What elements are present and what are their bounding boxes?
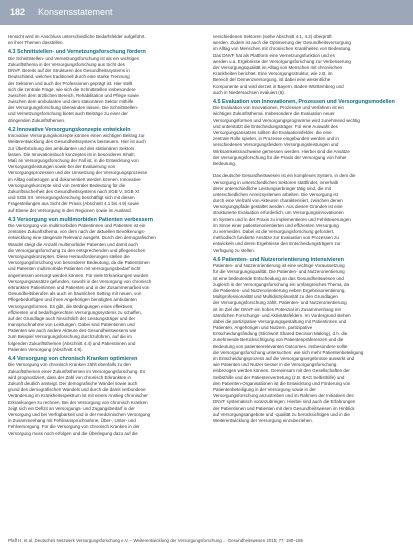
section-paragraph: Die Versorgung von multimorbiden Patientinnen und Patienten ist ein zentrales Zukunftsthema, von dem nach der aktuellen Bevölkerungs- entwicklung eine steigende Relevanz ausgeht. Durch den demografischen Wandel steigt die Anzahl multimorbider Patienten und damit auch die Versorgungsforschung zu den entsprechenden und pflegerischen Versorgungskonzepten. Diese Herausforderungen stellen die Versorgungsforschung von besonderer Bedeutung, da die Patientinnen und Patienten multimorbide Patienten mit Versorgungsbedarf nicht angemessen versorgt werden können. Für viele Erkrankungen wurden Versorgungsansätze gefunden, sowohl in der Versorgung von chronisch erkrankten Patientinnen und Patienten und in der Zusammenarbeit von Gesundheitsberufen als auch im häuslichen Setting mit neuen, von Pflegebedürftigen und ihren Angehörigen benötigten ambulanten Versorgungsformen. Es gibt, die Bedingungen eines effektiven, effizienten und bedarfsgerechten Versorgungssystems zu schaffen, auf der Grundlage auch hinsichtlich der Leistungsträger und der Inanspruchnahme von Leistungen. Dabei sind Patientinnen und Patienten wie auch andere Akteure des Gesundheitswesens wie zum Beispiel Versorgungsforschung durchzuführen, auf die im folgenden Zukunftsthemen (Abschnitt 4.4) und Patientinnen und Patienten Versorgung (Abschnitt 4.8). bbox=[8, 223, 156, 352]
section-paragraph: Die Schnittstellen- und Vernetzungsforschung ist als ein wichtiges Zukunftsthema in der Versorgungsforschung aus Sicht des DNVF. Bereits auf der Strukturen des Gesundheitssystems in Deutschland, welches traditionell durch eine starke Trennung der Sektoren und auch der Professionen geprägt ist. Hier stellt sich die zentrale Frage, wie sich die Schnittstellen insbesondere zwischen dem ärztlichen Bereich, Rehabilitation und Pflege sowie zwischen dem ambulanten und dem stationären Sektor mithilfe der Versorgungsforschung überwinden lassen. Die Schnittstellen- und Vernetzungsforschung bietet auch Beiträge zu einer der dringenden Zukunftsthemen. bbox=[8, 55, 139, 123]
section-paragraph: Die Versorgung von chronisch Kranken zählt ebenfalls zu den Zukunftsthemen einer Zukunftsthemen im Versorgungsforschung. Es wird prognostiziert, dass der Zahl von chronisch Erkrankten in Zukunft deutlich ansteigt. Der demografische Wandel sowie auch grund des demografischen Wandels und durch die damit verbundene Veränderung im Krankheitsspektrum ist mit einem Anstieg chronischer Erkrankungen zu rechnen. Bei der Versorgung von chronisch Kranken zeigt sich ein Defizit an Versorgungs- und Zugangsbedarf in der Versorgung und bei Verfügbarkeit und in der medizinischen Versorgung in Zusammenhang mit Fehlinanspruchnahme, Über-, Unter- und Fehlversorgung. Für die Versorgung von chronisch Kranken in der Versorgung muss noch erfolgen und die Überlegung dazu auf die bbox=[8, 362, 151, 436]
section-heading: 4.3 Schnittstellen- und Vernetzungsforschung fördern bbox=[8, 49, 146, 56]
section-paragraph: Innovative Versorgungskonzepte können einen wichtigen Beitrag zur Weiterentwicklung des Gesundheitssystems beisteuern. Hier ist auch zur Überbrückung des ambulanten und des stationären Sektors lassen. Die Innovationsbuch konzeptes ist in besonderes Inhalt; Maß an Versorgungsforschung der Fall ist, in die Entwicklung von Versorgungsleistungen sowie bei der Evaluierung von Versorgungsprozessen und der Umsetzung der Versorgungsprozesse im Alltag einbezogen und dokumentiert werden können. Innovative Versorgungskonzepte sind von zentraler Bedeutung für die Zukunftssicherheit des Gesundheitssystems nach SGB V, SGB XI und SGB XII. Versorgungsforschung beschäftigt sich mit diesen Fragestellungen aus Sicht der Praxis (Abschnitt 4.1 bis 4.9) sowie auf Ebene der Versorgung in den Regionen sowie im Ausland. bbox=[8, 133, 148, 213]
footer-citation: Pfaff H, et al. Deutsches Netzwerk Versorgungsforschung e.V. – Weiterentwicklung der Versorgungsforschung ... Gesundheitswesen 2015; 77: 180–185 bbox=[8, 538, 303, 543]
right-column bbox=[213, 34, 401, 424]
section-heading: 4.2 Innovative Versorgungskonzepte entwickeln bbox=[8, 126, 131, 133]
running-title: Konsensstatement bbox=[38, 7, 113, 17]
section-heading: 4.6 Patienten- und Nutzerorientierung intensivieren bbox=[213, 256, 344, 263]
section-paragraph: Patienten- und Nutzerorientierung ist eine wichtige Voraussetzung für die Versorgungsqualität. Die Patienten- und Nutzerorientierung ist eine bedeutende Entscheidung an das Gesundheitswesen und zugleich in der Versorgungsforschung ein umfangreiches Thema, da die Patienten- und Nutzerorientierung neben Ergebnisorientierung, Multiprofessionalität und Multidisziplinarität zu den Grundlagen der Versorgungsforschung zählt. Patienten- und Nutzerorientierung ist im Ziel der DNVF ein hohes Potenzial im Zusammenhang mit sämtlichen Forschungs- und Aktivitätsfeldern. Im Vordergrund stehen dabei die partizipative Versorgungsgestaltung mit Patientinnen und Patienten, Angehörigen und Nutzern, partizipative Entscheidungsfindung (Stichwort Shared Decision Making), d.h. die zunehmende Berücksichtigung von Patientenpräferenzen und die Bedeutung von patientenrelevanten Outcomes. Insbesondere sollte die Versorgungsforschung untersuchen, wie sich mehr Patientenbeteiligung im Entscheidungsprozess auf die Versorgungsergebnisse auswirkt und wie Patienten und Nutzer besser in die Versorgungsforschung einbezogen werden können. Gemeinsam mit den Gesellschaften der Selbsthilfe und der Patientenvertretung (z.B. BAG Selbsthilfe) und den Patienten-Organisationen ist die Entwicklung und Förderung von Patientenbeteiligung in der Versorgung sowie in der Versorgungsforschung anzustreben und im Rahmen der Initiativen des DNVF systematisch voranzubringen. Hierbei sind auch die Erfahrungen der Patientinnen und Patienten mit dem Gesundheitswesen im Hinblick auf Versorgungsangebote und -qualität zu berücksichtigen und in die Weiterentwicklung der Versorgung einzubeziehen. bbox=[213, 263, 364, 423]
left-column bbox=[8, 34, 196, 437]
section-heading: 4.3 Versorgung von multimorbiden Patienten verbessern bbox=[8, 216, 153, 223]
running-header bbox=[0, 0, 413, 25]
continued-paragraph: verschiedenen Sektoren (siehe Abschnitt 4.1, 4.2) überprüft werden. Zudem ist auch die Optimierung der Gesundheitsversorgung im Alltag von Menschen mit chronischen Krankheiten von Bedeutung. Das DNVF hat als Plattform eine Vernetzungsfunktion und es werden u.a. Ergebnisse der Versorgungsforschung zur Verbesserung der Versorgungsqualität im Alltag von Menschen mit chronischen Krankheiten berichtet. Eine Versorgungsstruktur, wie z.B. im Bereich der Demenzversorgung, ist dabei eine wesentliche Komponente und wird derzeit in Bayern, Baden-Württemberg und auch in Niedersachsen evaluiert (6). bbox=[213, 34, 352, 95]
page-number: 182 bbox=[10, 7, 26, 17]
section-paragraph: Die Evaluation von Innovationen, Prozessen und Verfahren ist ein wichtiges Zukunftsthema. Insbesondere die Evaluation neuer Versorgungsformen und Versorgungsprogramme wird zunehmend wichtig und unterstützt die Entscheidungsträger. Für eine Auswahl des Versorgungsansatzes sollten die Evaluationsfelder, die eine zentrale Rolle spielen, in Prozesse eingebunden werden und in verschiedenen Versorgungsfeldern Versorgungsleistungen und Wirksamkeitsnachweise gemessen werden. Hierbei sind die Ansätze der Versorgungsforschung für die Praxis der Versorgung von hoher Bedeutung. Das deutsche Gesundheitswesen ist ein komplexes System, in dem die Versorgung in unterschiedlichen Sektoren stattfindet, innerhalb derer unterschiedliche Leistungserbringer tätig sind, die mit unterschiedlichen Anreizsystemen arbeiten. Die Versorgung ist durch eine Vielzahl von Akteuren charakterisiert, zwischen denen Versorgungspfade gestaltet werden. Aus diesen Gründen ist eine strukturierte Evaluation erforderlich, um Versorgungsinnovationen im System und in der Praxis zu implementieren und Fehlsteuerungen im Sinne einer patientenorientierten und effizienten Versorgung zu vermeiden. Dabei ist die Versorgungsforschung gefordert, methodisch fundierte Ansätze zur Evaluation von Prozessen zu entwickeln und deren Ergebnisse den Entscheidungsträgern zur Verfügung zu stellen. bbox=[213, 105, 360, 253]
section-heading: 4.5 Evaluation von Innovationen, Prozessen und Versorgungsmodellen bbox=[213, 98, 395, 105]
section-heading: 4.4 Versorgung von chronisch Kranken optimieren bbox=[8, 356, 138, 363]
intro-paragraph: Hinsicht wird im Anschluss unterschiedliche Bedarfsfelder aufgeführt. en ihrer Themen dasstellen. bbox=[8, 34, 146, 46]
